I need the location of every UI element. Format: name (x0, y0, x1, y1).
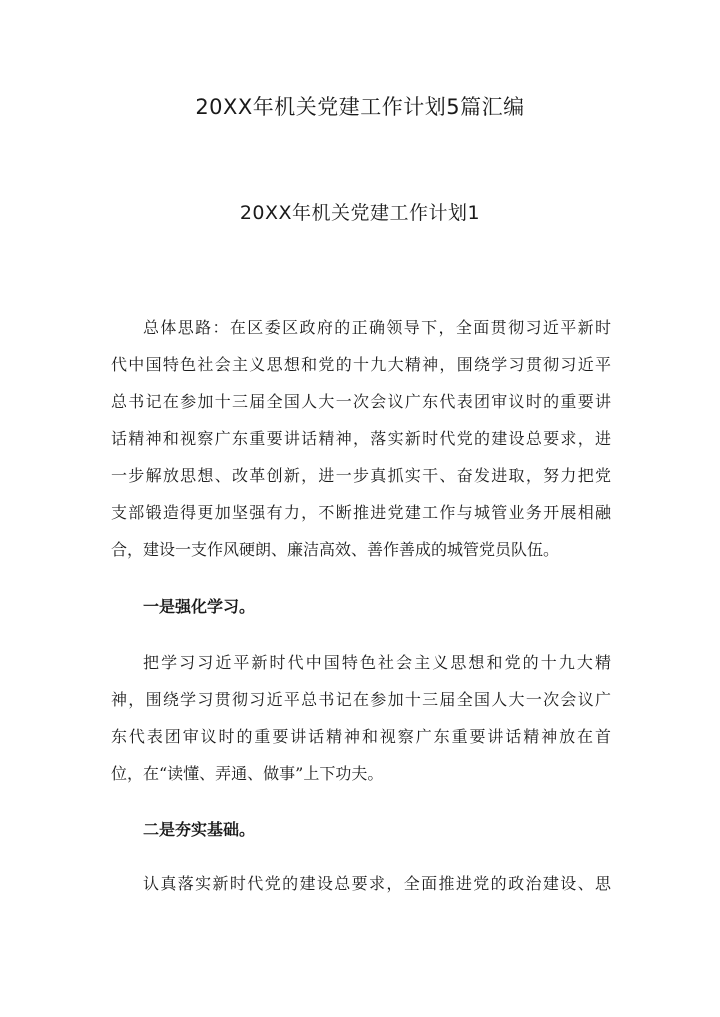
paragraph-line: 合，建设一支作风硬朗、廉洁高效、善作善成的城管党员队伍。 (111, 540, 560, 559)
paragraph-line: 东代表团审议时的重要讲话精神和视察广东重要讲话精神放在首 (111, 727, 611, 746)
paragraph-study (111, 644, 611, 792)
paragraph-line: 总体思路：在区委区政府的正确领导下，全面贯彻习近平新时 (143, 318, 611, 337)
paragraph-foundation (111, 865, 611, 902)
paragraph-line: 神，围绕学习贯彻习近平总书记在参加十三届全国人大一次会议广 (111, 690, 611, 709)
paragraph-line: 一步解放思想、改革创新，进一步真抓实干、奋发进取，努力把党 (111, 466, 611, 485)
paragraph-line: 支部锻造得更加坚强有力，不断推进党建工作与城管业务开展相融 (111, 503, 611, 522)
paragraph-line: 位，在“读懂、弄通、做事”上下功夫。 (111, 764, 384, 783)
paragraph-line: 把学习习近平新时代中国特色社会主义思想和党的十九大精 (143, 653, 611, 672)
paragraph-line: 总书记在参加十三届全国人大一次会议广东代表团审议时的重要讲 (111, 392, 611, 411)
paragraph-line: 代中国特色社会主义思想和党的十九大精神，围绕学习贯彻习近平 (111, 355, 611, 374)
heading-strengthen-study: 一是强化学习。 (143, 597, 256, 616)
paragraph-line: 认真落实新时代党的建设总要求，全面推进党的政治建设、思 (143, 874, 611, 893)
heading-consolidate-foundation: 二是夯实基础。 (143, 820, 256, 839)
paragraph-line: 话精神和视察广东重要讲话精神，落实新时代党的建设总要求，进 (111, 429, 611, 448)
section-title: 20XX年机关党建工作计划1 (239, 202, 481, 224)
document-title: 20XX年机关党建工作计划5篇汇编 (195, 95, 525, 119)
paragraph-overall-approach (111, 309, 611, 568)
